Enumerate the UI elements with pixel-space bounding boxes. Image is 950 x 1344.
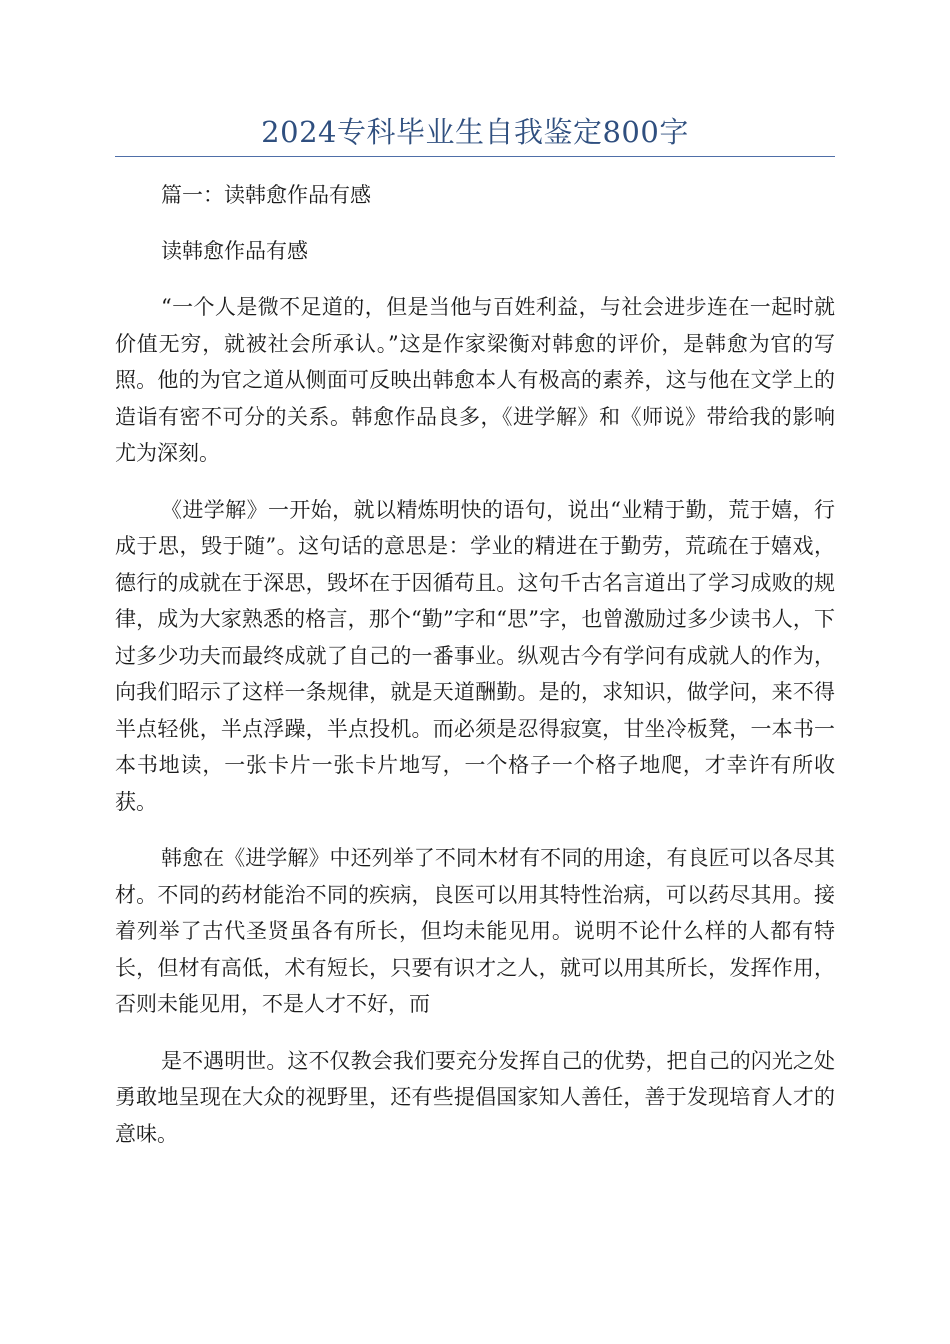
paragraph: 《进学解》一开始，就以精炼明快的语句，说出“业精于勤，荒于嬉，行成于思，毁于随”。这句话的意思是：学业的精进在于勤劳，荒疏在于嬉戏，德行的成就在于深思，毁坏在于因循苟且。这句千古名言道出了学习成败的规律，成为大家熟悉的格言，那个“勤”字和“思”字，也曾激励过多少读书人，下过多少功夫而最终成就了自己的一番事业。纵观古今有学问有成就人的作为，向我们昭示了这样一条规律，就是天道酬勤。是的，求知识，做学问，来不得半点轻佻，半点浮躁，半点投机。而必须是忍得寂寞，甘坐冷板凳，一本书一本书地读，一张卡片一张卡片地写，一个格子一个格子地爬，才幸许有所收获。 <box>115 497 835 814</box>
section-heading: 篇一：读韩愈作品有感 <box>161 183 371 207</box>
document-title: 2024专科毕业生自我鉴定800字 <box>261 115 689 149</box>
sub-heading: 读韩愈作品有感 <box>161 239 308 263</box>
paragraph: “一个人是微不足道的，但是当他与百姓利益，与社会进步连在一起时就价值无穷，就被社会所承认。”这是作家梁衡对韩愈的评价，是韩愈为官的写照。他的为官之道从侧面可反映出韩愈本人有极高的素养，这与他在文学上的造诣有密不可分的关系。韩愈作品良多，《进学解》和《师说》带给我的影响尤为深刻。 <box>115 295 835 465</box>
paragraph: 韩愈在《进学解》中还列举了不同木材有不同的用途，有良匠可以各尽其材。不同的药材能治不同的疾病，良医可以用其特性治病，可以药尽其用。接着列举了古代圣贤虽各有所长，但均未能见用。说明不论什么样的人都有特长，但材有高低，术有短长，只要有识才之人，就可以用其所长，发挥作用，否则未能见用，不是人才不好，而 <box>115 846 835 1016</box>
title-underline <box>115 156 835 157</box>
document-page <box>115 0 835 1152</box>
paragraph: 是不遇明世。这不仅教会我们要充分发挥自己的优势，把自己的闪光之处勇敢地呈现在大众的视野里，还有些提倡国家知人善任，善于发现培育人才的意味。 <box>115 1048 835 1146</box>
